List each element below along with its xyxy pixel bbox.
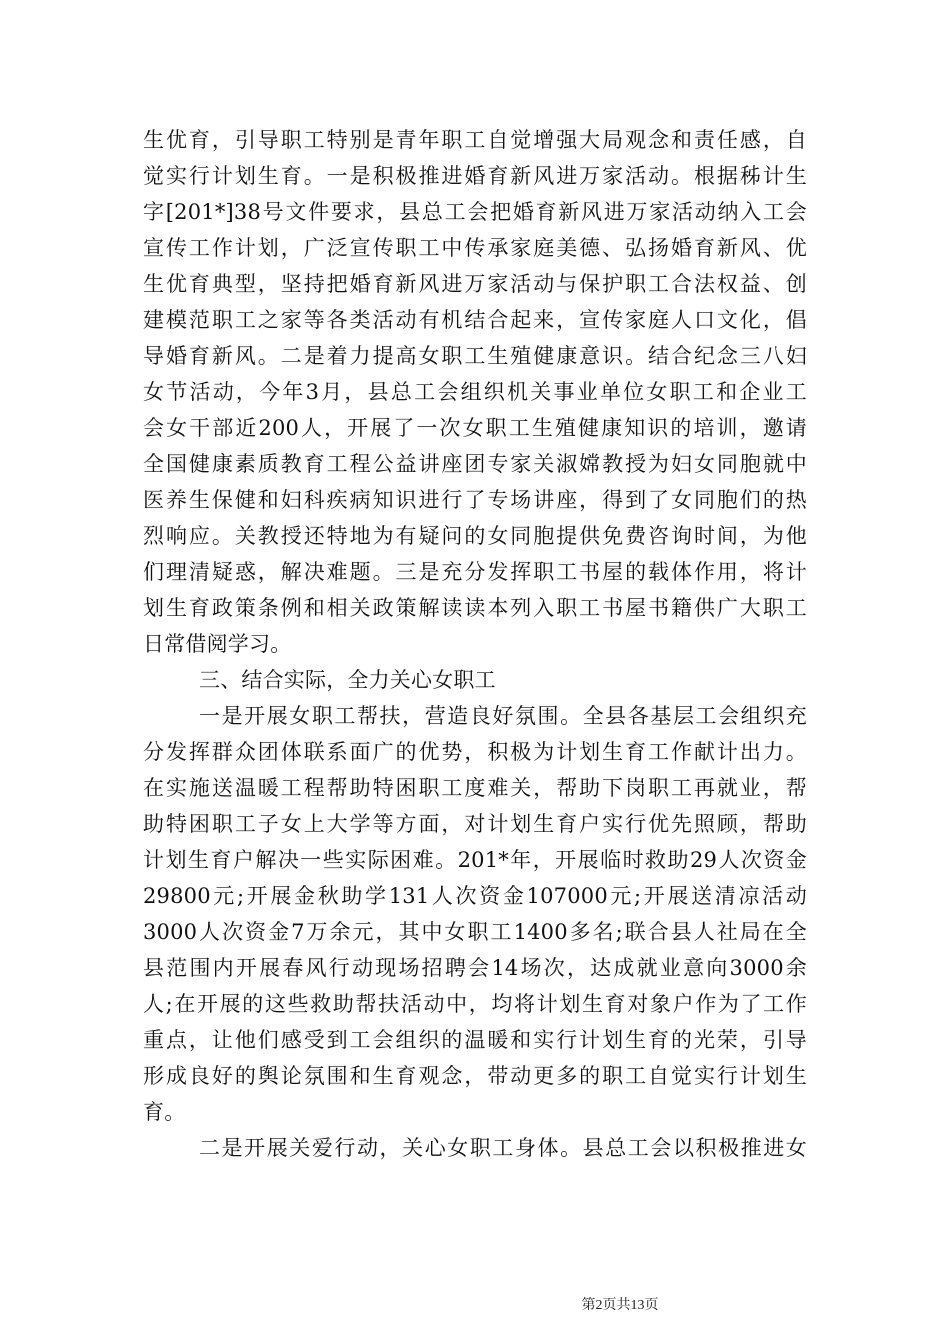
- text-line: 们理清疑惑，解决难题。三是充分发挥职工书屋的载体作用，将计: [143, 560, 807, 584]
- text-line: 医养生保健和妇科疾病知识进行了专场讲座，得到了女同胞们的热: [143, 488, 807, 512]
- text-line: 在实施送温暖工程帮助特困职工度难关，帮助下岗职工再就业，帮: [143, 776, 807, 800]
- text-line: 计划生育户解决一些实际困难。201*年，开展临时救助29人次资金: [143, 848, 807, 872]
- text-line: 形成良好的舆论氛围和生育观念，带动更多的职工自觉实行计划生: [143, 1064, 807, 1088]
- text-line: 字[201*]38号文件要求，县总工会把婚育新风进万家活动纳入工会: [143, 200, 807, 224]
- text-line: 建模范职工之家等各类活动有机结合起来，宣传家庭人口文化，倡: [143, 308, 807, 332]
- text-line: 三、结合实际，全力关心女职工: [199, 668, 496, 692]
- text-line: 觉实行计划生育。一是积极推进婚育新风进万家活动。根据秭计生: [143, 164, 807, 188]
- footer-suffix: 页: [644, 1297, 659, 1313]
- text-line: 县范围内开展春风行动现场招聘会14场次，达成就业意向3000余: [143, 956, 807, 980]
- footer-middle: 页共: [602, 1297, 631, 1313]
- text-line: 会女干部近200人，开展了一次女职工生殖健康知识的培训，邀请: [143, 416, 807, 440]
- footer-prefix: 第: [581, 1297, 596, 1313]
- text-line: 宣传工作计划，广泛宣传职工中传承家庭美德、弘扬婚育新风、优: [143, 236, 807, 260]
- document-body: [143, 122, 807, 1166]
- text-line: 二是开展关爱行动，关心女职工身体。县总工会以积极推进女: [199, 1136, 807, 1160]
- text-line: 全国健康素质教育工程公益讲座团专家关淑嫦教授为妇女同胞就中: [143, 452, 807, 476]
- text-line: 烈响应。关教授还特地为有疑问的女同胞提供免费咨询时间，为他: [143, 524, 807, 548]
- footer-current-page: 2: [595, 1298, 603, 1313]
- text-line: 重点，让他们感受到工会组织的温暖和实行计划生育的光荣，引导: [143, 1028, 807, 1052]
- text-line: 人;在开展的这些救助帮扶活动中，均将计划生育对象户作为了工作: [143, 992, 807, 1016]
- text-line: 划生育政策条例和相关政策解读读本列入职工书屋书籍供广大职工: [143, 596, 807, 620]
- text-line: 一是开展女职工帮扶，营造良好氛围。全县各基层工会组织充: [199, 704, 807, 728]
- text-line: 助特困职工子女上大学等方面，对计划生育户实行优先照顾，帮助: [143, 812, 807, 836]
- text-line: 生优育典型，坚持把婚育新风进万家活动与保护职工合法权益、创: [143, 272, 807, 296]
- text-line: 育。: [143, 1100, 186, 1124]
- text-line: 女节活动，今年3月，县总工会组织机关事业单位女职工和企业工: [143, 380, 807, 404]
- text-line: 29800元;开展金秋助学131人次资金107000元;开展送清凉活动: [143, 884, 807, 908]
- text-line: 导婚育新风。二是着力提高女职工生殖健康意识。结合纪念三八妇: [143, 344, 807, 368]
- footer-total-pages: 13: [630, 1298, 645, 1313]
- page-footer: [0, 1296, 950, 1315]
- text-line: 日常借阅学习。: [143, 632, 292, 656]
- text-line: 生优育，引导职工特别是青年职工自觉增强大局观念和责任感，自: [143, 128, 807, 152]
- text-line: 3000人次资金7万余元，其中女职工1400多名;联合县人社局在全: [143, 920, 807, 944]
- text-line: 分发挥群众团体联系面广的优势，积极为计划生育工作献计出力。: [143, 740, 807, 764]
